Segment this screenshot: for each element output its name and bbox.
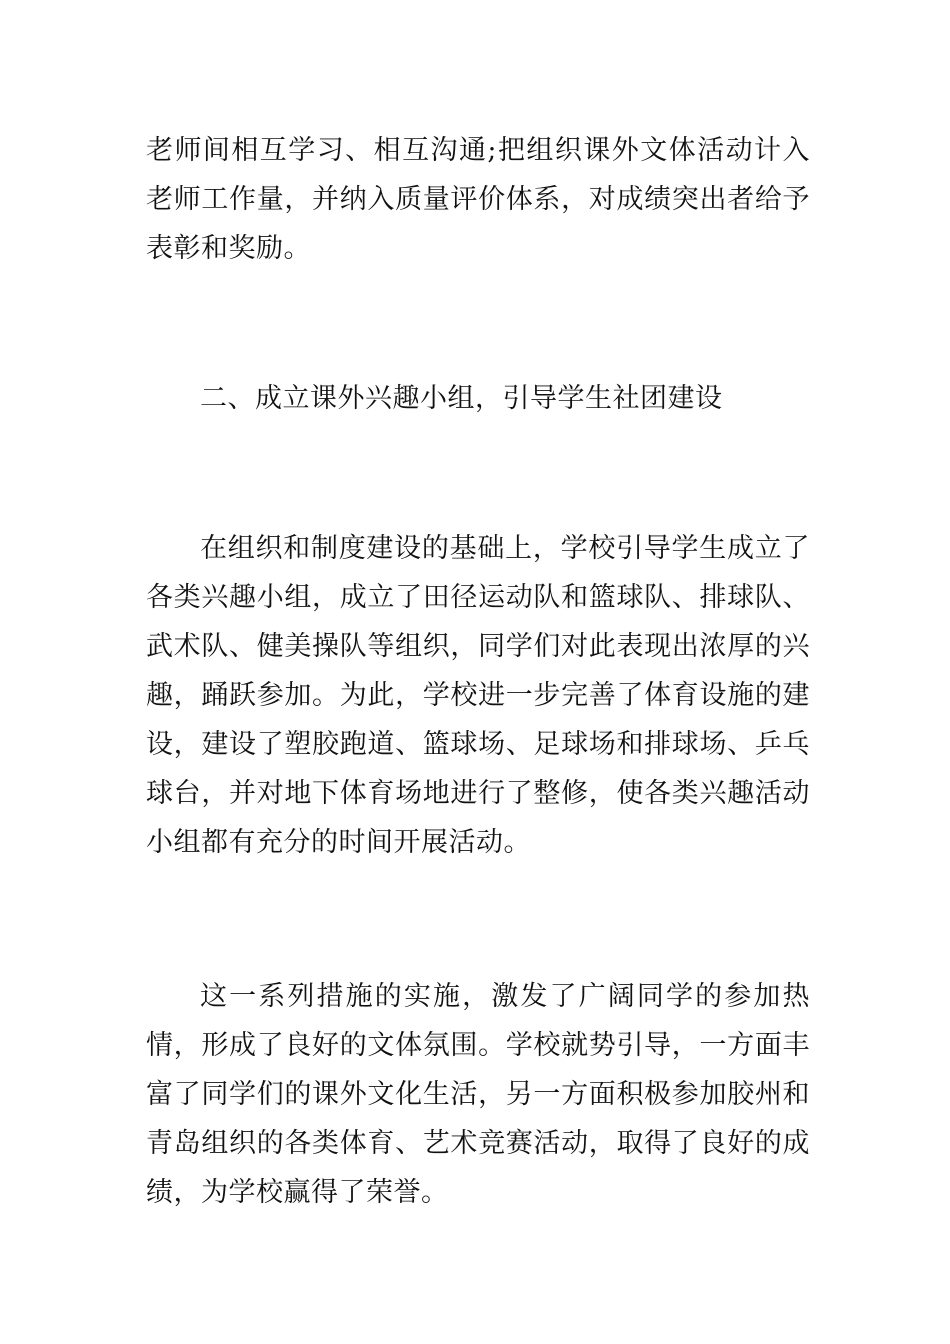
- paragraph-continued: 老师间相互学习、相互沟通;把组织课外文体活动计入老师工作量，并纳入质量评价体系，对成绩突出者给予表彰和奖励。: [146, 135, 810, 264]
- section-heading: 二、成立课外兴趣小组，引导学生社团建设: [200, 383, 723, 414]
- paragraph-interest-groups: 在组织和制度建设的基础上，学校引导学生成立了各类兴趣小组，成立了田径运动队和篮球队、排球队、武术队、健美操队等组织，同学们对此表现出浓厚的兴趣，踊跃参加。为此，学校进一步完善了体育设施的建设，建设了塑胶跑道、篮球场、足球场和排球场、乒乓球台，并对地下体育场地进行了整修，使各类兴趣活动小组都有充分的时间开展活动。: [146, 533, 810, 858]
- paragraph-results: 这一系列措施的实施，激发了广阔同学的参加热情，形成了良好的文体氛围。学校就势引导，一方面丰富了同学们的课外文化生活，另一方面积极参加胶州和青岛组织的各类体育、艺术竞赛活动，取得了良好的成绩，为学校赢得了荣誉。: [146, 981, 810, 1208]
